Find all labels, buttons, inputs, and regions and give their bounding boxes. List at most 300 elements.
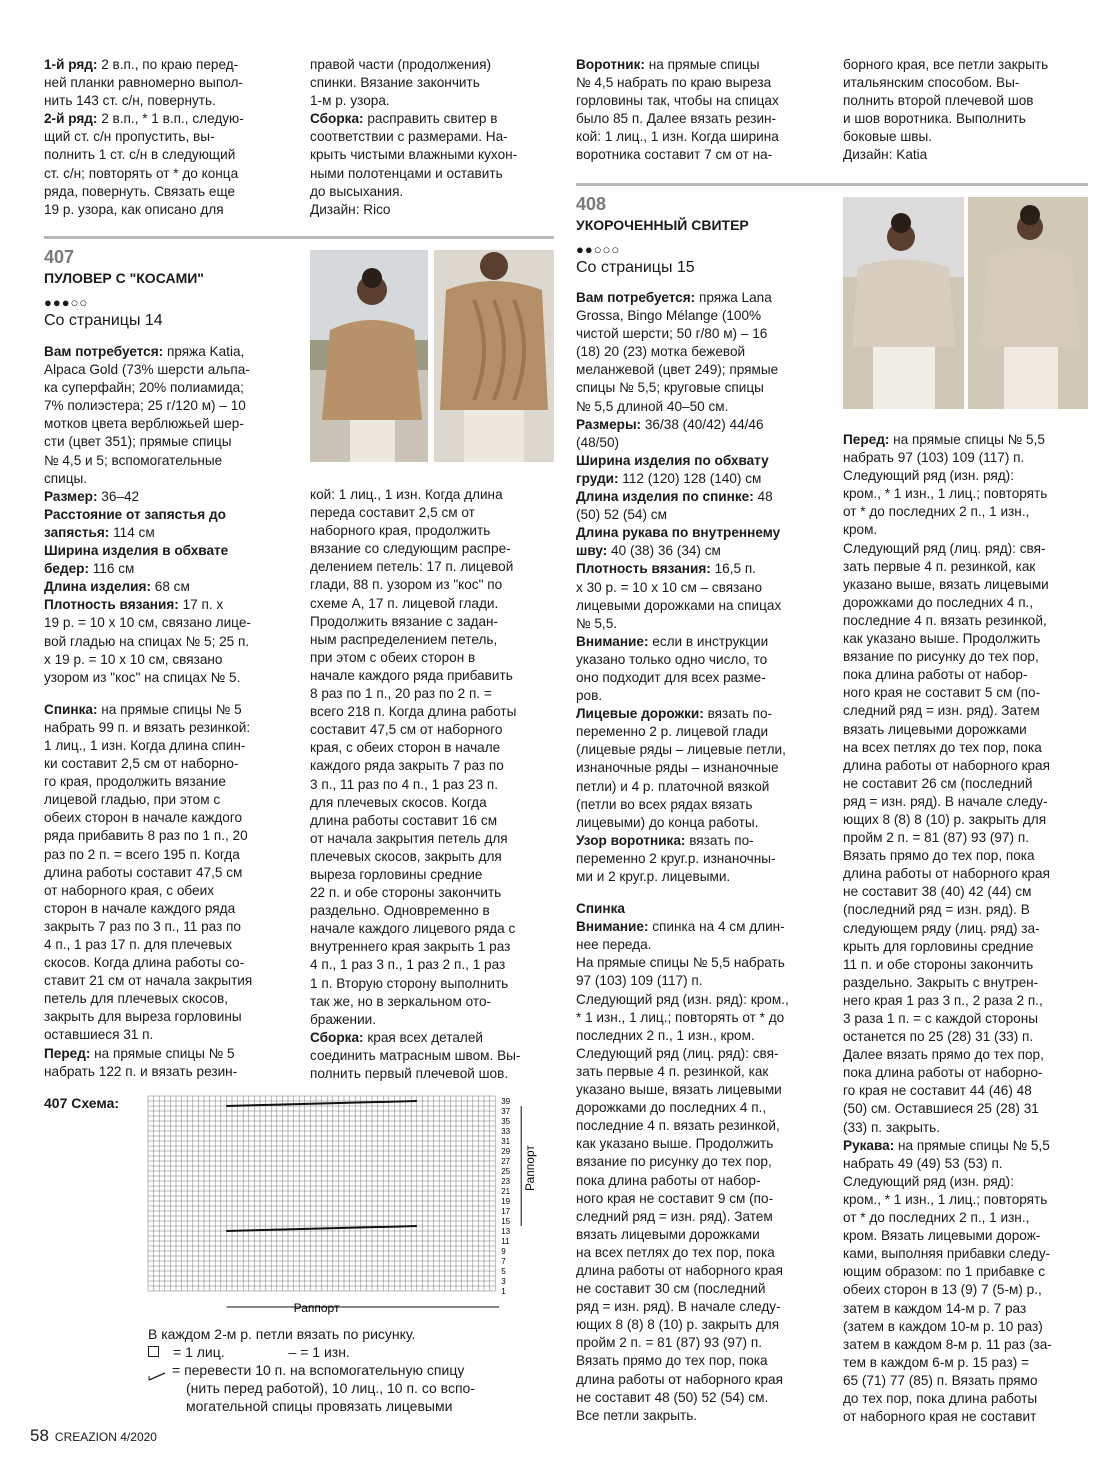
- text-line-body: полнить второй плечевой шов: [843, 93, 1034, 109]
- text-line-body: 1 п. Вторую сторону выполнить: [310, 975, 509, 991]
- text-line-label: 1-й ряд:: [44, 57, 98, 72]
- text-line-body: длина работы составит 47,5 см: [44, 864, 243, 880]
- text-line: [843, 74, 1093, 92]
- text-line: [843, 449, 1093, 467]
- text-line-body: края, с обеих сторон в начале: [310, 740, 501, 756]
- text-line-body: 2 в.п., * 1 в.п., следую-: [97, 111, 244, 127]
- text-line-label: 2-й ряд:: [44, 111, 98, 127]
- text-line: [576, 1334, 836, 1352]
- text-line: [843, 92, 1093, 110]
- text-line-body: 7% полиэстера; 25 г/120 м) – 10: [44, 398, 246, 414]
- text-line-body: не составит 26 см (последний: [843, 775, 1033, 791]
- text-line: [843, 1119, 1093, 1137]
- text-line-body: (петли во всех рядах вязать: [576, 796, 753, 812]
- legend-cable-1: = перевести 10 п. на вспомогательную спицу: [172, 1362, 465, 1378]
- text-line-body: плечевых скосов, закрыть для: [310, 848, 502, 864]
- text-line: [843, 558, 1093, 576]
- text-line: [576, 1371, 836, 1389]
- text-line: [843, 666, 1093, 684]
- text-line: [44, 183, 294, 201]
- text-line-body: ки составит 2,5 см от наборно-: [44, 756, 239, 772]
- text-line-body: На прямые спицы № 5,5 набрать: [576, 955, 785, 971]
- text-line: [843, 1263, 1093, 1281]
- text-line-body: на прямые спицы № 5: [97, 701, 242, 717]
- text-line: [843, 811, 1093, 829]
- text-line-body: х 30 р. = 10 х 10 см – связано: [576, 579, 763, 595]
- text-line: [576, 1316, 836, 1334]
- text-line: [44, 900, 294, 918]
- text-line-body: ющих 8 (8) 8 (10) р. закрыть для: [576, 1317, 780, 1333]
- text-line-body: сторон в начале каждого ряда: [44, 900, 236, 916]
- text-line: [576, 524, 836, 542]
- text-line-body: 36/38 (40/42) 44/46: [641, 416, 764, 432]
- text-line-body: кой: 1 лиц., 1 изн. Когда ширина: [576, 129, 779, 145]
- row-number: 17: [501, 1207, 511, 1216]
- section-408-from-page: Со страницы 15: [576, 259, 695, 276]
- section-408-number: 408: [576, 194, 607, 214]
- text-line-body: зать первые 4 п. резинкой, как: [576, 1063, 769, 1079]
- text-line-body: схеме А, 17 п. лицевой глади.: [310, 595, 499, 611]
- text-line-body: 40 (38) 36 (34) см: [607, 543, 721, 559]
- text-line: [310, 56, 550, 74]
- text-line-body: 19 р. узора, как описано для: [44, 201, 224, 217]
- text-line: [576, 850, 836, 868]
- text-line-body: меланжевой (цвет 249); прямые: [576, 362, 779, 378]
- section-407-from-page: Со страницы 14: [44, 312, 163, 329]
- section-407-rule: [44, 236, 554, 239]
- text-line-body: от наборного края, с обеих: [44, 882, 215, 898]
- text-line-body: полнить первый плечевой шов.: [310, 1066, 509, 1081]
- section-408-rule: [576, 183, 1088, 186]
- text-line: [843, 594, 1093, 612]
- text-line: [310, 1011, 556, 1029]
- text-line-body: на прямые спицы: [644, 57, 760, 72]
- text-line-body: внутреннего края закрыть 1 раз: [310, 939, 511, 955]
- legend-cable-3: могательной спицы провязать лицевыми: [186, 1398, 453, 1414]
- text-line-body: как указано выше. Продолжить: [576, 1136, 774, 1152]
- text-line: [843, 847, 1093, 865]
- text-line-body: ка суперфайн; 20% полиамида;: [44, 380, 244, 396]
- text-line-body: оно подходит для всех разме-: [576, 669, 766, 685]
- section-407-number: 407: [44, 247, 75, 267]
- text-line: [44, 201, 294, 219]
- text-line: [44, 701, 294, 719]
- text-line-body: при этом с обеих сторон в: [310, 649, 476, 665]
- text-line-body: кром., * 1 изн., 1 лиц.; повторять: [843, 486, 1048, 502]
- text-line-body: ней планки равномерно выпол-: [44, 75, 243, 91]
- text-line: [576, 488, 836, 506]
- text-line-body: Вязать прямо до тех пор, пока: [576, 1353, 768, 1369]
- text-line: [576, 651, 836, 669]
- text-line: [843, 865, 1093, 883]
- text-line-body: 48: [753, 489, 773, 505]
- text-line: [310, 902, 556, 920]
- text-line-body: ного края не составит 5 см (по-: [843, 685, 1041, 701]
- section-407-title: ПУЛОВЕР С "КОСАМИ": [44, 270, 204, 286]
- text-line-body: Все петли закрыть.: [576, 1407, 698, 1423]
- text-line: [843, 1173, 1093, 1191]
- legend-cable-row: [148, 1361, 548, 1415]
- text-line: [44, 1008, 294, 1026]
- text-line: [576, 991, 836, 1009]
- text-line: [576, 560, 836, 578]
- col4-408-text: [843, 431, 1093, 1426]
- text-line: [843, 1390, 1093, 1408]
- text-line-body: указано выше, вязать лицевыми: [576, 1082, 782, 1098]
- section-408-header: [576, 193, 836, 278]
- text-line: [576, 470, 836, 488]
- row-number: 21: [501, 1187, 511, 1196]
- text-line: [576, 1298, 836, 1316]
- text-line-body: последние 4 п. вязать резинкой,: [843, 612, 1047, 628]
- schema-label: 407 Схема:: [44, 1095, 120, 1111]
- text-line-body: вой гладью на спицах № 5; 25 п.: [44, 633, 250, 649]
- text-line-body: 1 лиц., 1 изн. Когда длина спин-: [44, 737, 246, 753]
- text-line-body: вязание по рисунку до тех пор,: [576, 1154, 772, 1170]
- text-line: [310, 201, 550, 219]
- text-line-label: Ширина изделия по обхвату: [576, 452, 769, 468]
- text-line-body: вязание со следующим распре-: [310, 541, 511, 557]
- text-line: [310, 540, 556, 558]
- text-line-body: длина работы от наборного края: [576, 1371, 783, 1387]
- text-line-body: петель для плечевых скосов,: [44, 991, 229, 1007]
- text-line: [44, 433, 294, 451]
- legend-purl: – = 1 изн.: [288, 1344, 350, 1360]
- row-number: 27: [501, 1157, 511, 1166]
- text-line: [576, 1208, 836, 1226]
- text-line-label: Длина изделия по спинке:: [576, 489, 754, 505]
- text-line-body: лицевыми дорожками на спицах: [576, 597, 782, 613]
- text-line-body: лицевой гладью, при этом с: [44, 792, 221, 808]
- text-line-body: ряда прибавить 8 раз по 1 п., 20: [44, 828, 248, 844]
- text-line: [310, 595, 556, 613]
- text-line-body: № 5,5 длиной 40–50 см.: [576, 398, 729, 414]
- text-line: [310, 165, 550, 183]
- text-line-body: ряда, повернуть. Связать еще: [44, 183, 236, 199]
- text-line: [576, 1172, 836, 1190]
- text-line: [843, 1191, 1093, 1209]
- text-line-body: выреза горловины средние: [310, 866, 483, 882]
- text-line-body: ным распределением петель,: [310, 631, 498, 647]
- text-line: [44, 452, 294, 470]
- text-line-body: ющим образом: по 1 прибавке с: [843, 1264, 1045, 1280]
- text-line: [576, 954, 836, 972]
- text-line: [843, 684, 1093, 702]
- text-line: [310, 183, 550, 201]
- text-line-body: 116 см: [88, 561, 135, 577]
- text-line-body: набрать 97 (103) 109 (117) п.: [843, 450, 1025, 466]
- section-407-header: [44, 246, 304, 331]
- text-line-body: ряд = изн. ряд). В начале следу-: [576, 1299, 781, 1315]
- text-line-body: и шов воротника. Выполнить: [843, 111, 1026, 127]
- text-line-body: узором из "кос" на спицах № 5.: [44, 669, 241, 685]
- row-number: 29: [501, 1147, 511, 1156]
- row-number: 7: [501, 1257, 506, 1266]
- text-line: [44, 791, 294, 809]
- text-line: [310, 830, 556, 848]
- section-407-difficulty: ●●●○○: [44, 295, 89, 310]
- text-line-body: спинка на 4 см длин-: [648, 919, 785, 935]
- text-line: [843, 1227, 1093, 1245]
- text-line: [843, 901, 1093, 919]
- text-line-body: набрать 99 п. и вязать резинкой:: [44, 719, 251, 735]
- text-line: [310, 721, 556, 739]
- text-line: [310, 794, 556, 812]
- text-line: [843, 974, 1093, 992]
- text-line-label: Сборка:: [310, 1029, 364, 1045]
- text-line-body: на прямые спицы № 5,5: [894, 1137, 1050, 1153]
- text-line: [843, 829, 1093, 847]
- text-line-body: Далее вязать прямо до тех пор,: [843, 1047, 1044, 1063]
- text-line: [843, 1082, 1093, 1100]
- text-line-body: ющих 8 (8) 8 (10) р. закрыть для: [843, 811, 1047, 827]
- text-line-label: Узор воротника:: [576, 832, 686, 848]
- text-line: [44, 882, 294, 900]
- text-line-body: Следующий ряд (изн. ряд):: [843, 1173, 1014, 1189]
- text-line-label: Внимание:: [576, 919, 649, 935]
- row-number: 35: [501, 1117, 511, 1126]
- text-line-body: начале каждого лицевого ряда с: [310, 921, 516, 937]
- text-line: [310, 1029, 556, 1047]
- text-line: [44, 719, 294, 737]
- text-line-body: сти (цвет 351); прямые спицы: [44, 434, 232, 450]
- text-line-label: Рукава:: [843, 1137, 895, 1153]
- text-line: [576, 1226, 836, 1244]
- text-line: [576, 307, 836, 325]
- text-line-body: пряжа Lana: [695, 290, 772, 305]
- text-line-body: от начала закрытия петель для: [310, 830, 508, 846]
- text-line-body: кой: 1 лиц., 1 изн. Когда длина: [310, 487, 503, 502]
- text-line: [576, 146, 826, 164]
- text-line: [44, 1063, 294, 1081]
- text-line: [843, 775, 1093, 793]
- text-line: [576, 325, 836, 343]
- text-line: [576, 110, 826, 128]
- photo-408-model-2: [968, 197, 1088, 409]
- text-line-body: если в инструкции: [648, 633, 769, 649]
- text-line-body: вязать лицевыми дорожками: [576, 1226, 760, 1242]
- text-line: [576, 687, 836, 705]
- text-line-body: го края не составит 44 (46) 48: [843, 1083, 1032, 1099]
- text-line: [576, 361, 836, 379]
- row-number: 39: [501, 1097, 511, 1106]
- text-line-body: 3 п., 11 раз по 4 п., 1 раз 23 п.: [310, 776, 498, 792]
- text-line-body: чистой шерсти; 50 г/80 м) – 16: [576, 326, 768, 342]
- text-line: [576, 56, 826, 74]
- text-line-label: Перед:: [44, 1045, 91, 1061]
- text-line-body: на прямые спицы № 5,5: [889, 432, 1045, 447]
- text-line-body: было 85 п. Далее вязать резин-: [576, 111, 777, 127]
- text-line: [576, 759, 836, 777]
- text-line-body: глади, 88 п. узором из "кос" по: [310, 577, 503, 593]
- text-line: [44, 165, 294, 183]
- text-line: [310, 739, 556, 757]
- text-line-body: ст. с/н; повторять от * до конца: [44, 165, 239, 181]
- text-line: [310, 685, 556, 703]
- text-line: [44, 506, 294, 524]
- text-line-body: от наборного края не составит: [843, 1409, 1037, 1425]
- text-line: [44, 990, 294, 1008]
- text-line: [576, 741, 836, 759]
- text-line-body: Alpaca Gold (73% шерсти альпа-: [44, 362, 250, 378]
- text-line: [843, 757, 1093, 775]
- text-line-body: бражении.: [310, 1011, 377, 1027]
- text-line-body: 22 п. и обе стороны закончить: [310, 885, 502, 901]
- text-line-body: до высыхания.: [310, 183, 404, 199]
- text-line: [576, 1063, 836, 1081]
- text-line-body: оставшиеся 31 п.: [44, 1027, 154, 1043]
- text-line: [576, 434, 836, 452]
- text-line-body: 112 (120) 128 (140) см: [618, 470, 762, 486]
- col4-top-text: [843, 56, 1093, 165]
- text-line: [576, 814, 836, 832]
- text-line: [310, 920, 556, 938]
- text-line-body: ками, выполняя прибавки следу-: [843, 1246, 1051, 1262]
- text-line-body: воротника составит 7 см от на-: [576, 147, 773, 163]
- text-line-body: нее переда.: [576, 937, 652, 953]
- text-line-body: длина работы от наборного края: [843, 866, 1050, 882]
- text-line-body: пока длина работы от наборно-: [843, 1065, 1043, 1081]
- text-line-body: длина работы составит 16 см: [310, 812, 498, 828]
- text-line-body: от * до последних 2 п., 1 изн.,: [843, 1210, 1030, 1226]
- text-line: [843, 521, 1093, 539]
- text-line: [843, 739, 1093, 757]
- text-line: [310, 146, 550, 164]
- text-line-body: для плечевых скосов. Когда: [310, 794, 487, 810]
- text-line: [843, 793, 1093, 811]
- text-line: [843, 110, 1093, 128]
- text-line-body: ными полотенцами и оставить: [310, 165, 503, 181]
- text-line-body: ряд = изн. ряд). В начале следу-: [843, 793, 1048, 809]
- text-line-label: Ширина изделия в обхвате: [44, 543, 229, 559]
- text-line: [310, 884, 556, 902]
- text-line: [310, 1065, 556, 1083]
- text-line-body: Дизайн: Rico: [310, 201, 391, 217]
- text-line: [576, 796, 836, 814]
- text-line: [576, 506, 836, 524]
- text-line-body: 114 см: [109, 524, 155, 540]
- text-line: [576, 705, 836, 723]
- text-line-body: Следующий ряд (изн. ряд):: [843, 468, 1014, 484]
- text-line-body: как указано выше. Продолжить: [843, 631, 1041, 647]
- text-line: [310, 1047, 556, 1065]
- text-line: [576, 832, 836, 850]
- cable-symbol-icon: [148, 1367, 166, 1385]
- text-line: [843, 1100, 1093, 1118]
- text-line-body: последних 2 п., 1 изн., кром.: [576, 1027, 755, 1043]
- text-line: [576, 416, 836, 434]
- text-line-body: петли) и 4 р. платочной вязкой: [576, 778, 770, 794]
- text-line: [843, 883, 1093, 901]
- text-line: [310, 993, 556, 1011]
- col1-407-text: [44, 343, 294, 1081]
- text-line: [843, 1354, 1093, 1372]
- text-line: [843, 540, 1093, 558]
- section-408-title: УКОРОЧЕННЫЙ СВИТЕР: [576, 217, 749, 233]
- text-line-body: щий ст. с/н пропустить, вы-: [44, 129, 215, 145]
- text-line-body: (33) п. закрыть.: [843, 1119, 941, 1135]
- text-line-body: (48/50): [576, 434, 620, 450]
- text-line-body: крыть чистыми влажными кухон-: [310, 147, 518, 163]
- text-line-body: переменно 2 р. лицевой глади: [576, 724, 769, 740]
- text-line-body: Дизайн: Katia: [843, 147, 928, 163]
- text-line-label: шву:: [576, 543, 608, 559]
- photo-407-model-1: [310, 250, 428, 462]
- text-line: [843, 1028, 1093, 1046]
- photo-407-model-2: [434, 250, 554, 462]
- text-line-label: запястья:: [44, 524, 110, 540]
- text-line-body: борного края, все петли закрыть: [843, 57, 1049, 72]
- text-line-body: * 1 изн., 1 лиц.; повторять от * до: [576, 1009, 785, 1025]
- text-line: [44, 1026, 294, 1044]
- text-line-body: тем в каждом 6-м р. 15 раз) =: [843, 1354, 1029, 1370]
- text-line-body: наборного края, продолжить: [310, 523, 491, 539]
- text-line: [44, 524, 294, 542]
- text-line: [44, 669, 294, 687]
- text-line-body: горловины так, чтобы на спицах: [576, 93, 779, 109]
- text-line: [310, 975, 556, 993]
- text-line-body: делением петель: 17 п. лицевой: [310, 559, 514, 575]
- text-line-body: спицы № 5,5; круговые спицы: [576, 380, 764, 396]
- text-line: [576, 1117, 836, 1135]
- text-line: [44, 1045, 294, 1063]
- text-line: [576, 289, 836, 307]
- text-line-label: Воротник:: [576, 57, 645, 72]
- col3-top-text: [576, 56, 826, 165]
- row-number: 37: [501, 1107, 511, 1116]
- text-line-body: раздельно. Одновременно в: [310, 903, 490, 919]
- text-line-body: кром. Вязать лицевыми дорож-: [843, 1228, 1041, 1244]
- text-line: [44, 397, 294, 415]
- text-line-label: Перед:: [843, 432, 890, 447]
- row-number: 11: [501, 1237, 510, 1246]
- text-line-label: Плотность вязания:: [44, 597, 179, 613]
- text-line: [576, 379, 836, 397]
- text-line-body: Вязать прямо до тех пор, пока: [843, 848, 1035, 864]
- text-line-body: не составит 30 см (последний: [576, 1281, 766, 1297]
- text-line-body: ми и 2 круг.р. лицевыми.: [576, 869, 731, 884]
- row-number: 1: [501, 1287, 506, 1296]
- text-line: [843, 1408, 1093, 1426]
- text-line: [576, 1407, 836, 1425]
- text-line-body: 16,5 п.: [710, 561, 756, 577]
- text-line-body: составит 47,5 см от наборного: [310, 722, 503, 738]
- text-line: [576, 1027, 836, 1045]
- text-line: [843, 1372, 1093, 1390]
- text-line-body: последние 4 п. вязать резинкой,: [576, 1118, 780, 1134]
- row-number: 25: [501, 1167, 511, 1176]
- text-line: [576, 868, 836, 886]
- text-line-body: раздельно. Закрыть с внутрен-: [843, 974, 1039, 990]
- text-line-body: итальянским способом. Вы-: [843, 75, 1020, 91]
- text-line: [310, 504, 556, 522]
- paragraph-gap: [576, 886, 836, 900]
- text-line: [843, 1137, 1093, 1155]
- text-line: [843, 1155, 1093, 1173]
- text-line-body: закрыть 7 раз по 3 п., 11 раз по: [44, 918, 241, 934]
- text-line: [310, 128, 550, 146]
- text-line: [310, 866, 556, 884]
- text-line-body: всего 218 п. Когда длина работы: [310, 704, 517, 720]
- col2-top-text: [310, 56, 550, 219]
- text-line: [843, 128, 1093, 146]
- text-line: [44, 755, 294, 773]
- text-line-label: Спинка: [576, 901, 625, 917]
- text-line-body: № 4,5 и 5; вспомогательные: [44, 452, 223, 468]
- row-number: 23: [501, 1177, 511, 1186]
- text-line-label: Расстояние от запястья до: [44, 506, 226, 522]
- text-line-body: лицевыми) до конца работы.: [576, 814, 759, 830]
